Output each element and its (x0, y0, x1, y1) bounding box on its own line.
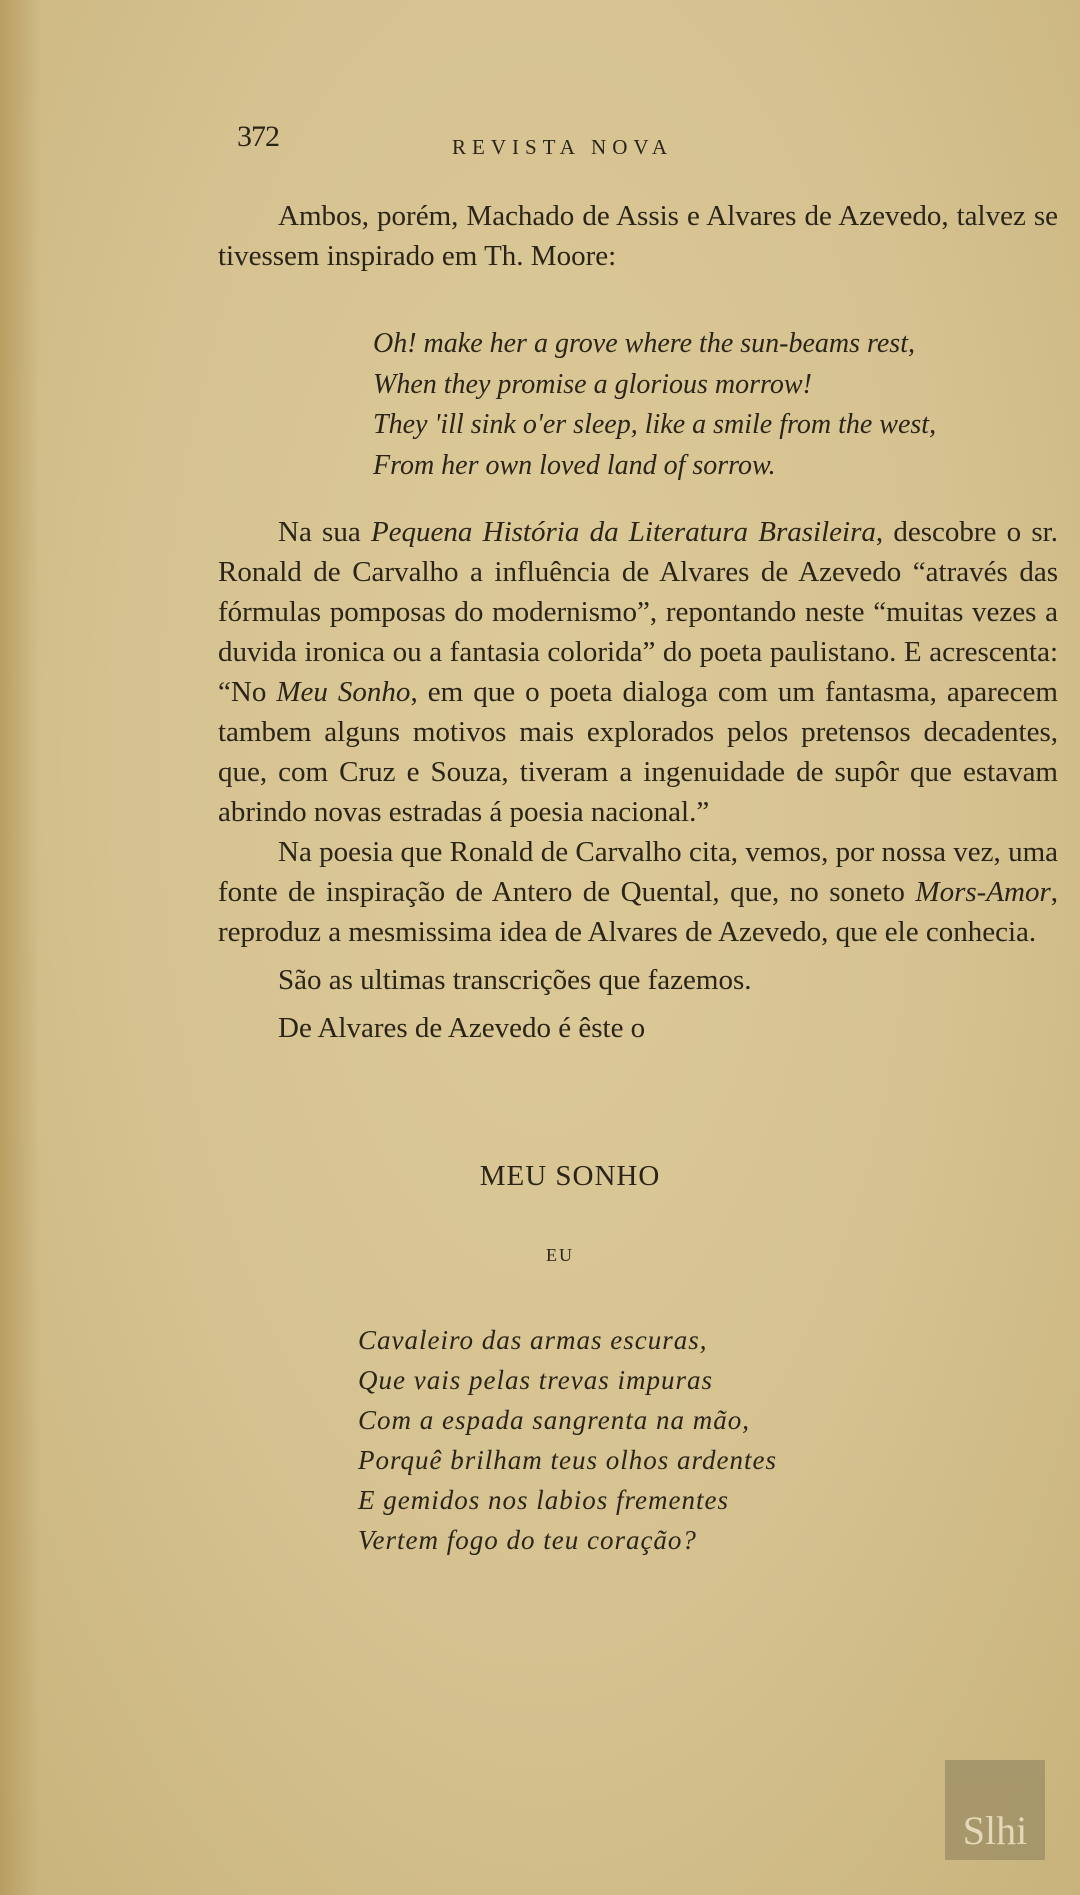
intro-paragraph (218, 196, 1058, 276)
running-title: REVISTA NOVA (451, 135, 674, 159)
paragraph-intro-poem: De Alvares de Azevedo é êste o (278, 1012, 646, 1044)
text-run: , em que o poeta dialoga com um fantasma, aparecem tambem alguns motivos mais explorados pelos pretensos decadentes, que, com Cruz e Souza, tiveram a ingenuidade de supôr que estavam abrindo novas estradas á poesia nacional.” (218, 676, 1058, 828)
page-number: 372 (237, 120, 279, 153)
body-paragraphs (218, 512, 1058, 1048)
poem-line: Que vais pelas trevas impuras (358, 1365, 713, 1395)
page-edge-shadow (0, 0, 40, 1895)
poem-line: Porquê brilham teus olhos ardentes (358, 1445, 777, 1475)
moore-quote (373, 324, 1063, 486)
quote-line: They 'ill sink o'er sleep, like a smile from the west, (373, 409, 937, 440)
sonnet-title: Mors-Amor (915, 876, 1051, 908)
poem-title: MEU SONHO (479, 1160, 661, 1192)
paragraph-carvalho-citation (218, 512, 1058, 832)
paragraph-last-transcriptions: São as ultimas transcrições que fazemos. (278, 964, 752, 996)
poem-line: Com a espada sangrenta na mão, (358, 1405, 750, 1435)
poem-line: E gemidos nos labios frementes (358, 1485, 729, 1515)
text-run: Na poesia que Ronald de Carvalho cita, vemos, por nossa vez, uma fonte de inspiração de Antero de Quental, que, no soneto (218, 836, 1058, 908)
poem-line: Vertem fogo do teu coração? (358, 1525, 697, 1555)
poem-title-reference: Meu Sonho (276, 676, 411, 708)
intro-text: Ambos, porém, Machado de Assis e Alvares de Azevedo, talvez se tivessem inspirado em Th. Moore: (218, 200, 1058, 272)
quote-line: Oh! make her a grove where the sun-beams rest, (373, 328, 915, 359)
book-title: Pequena História da Literatura Brasileira (370, 516, 876, 548)
watermark-text: Slhi (962, 1808, 1028, 1853)
text-run: , reproduz a mesmissima idea de Alvares de Azevedo, que ele conhecia. (218, 876, 1058, 948)
paragraph-antero (218, 832, 1058, 952)
text-run: Na sua (278, 516, 371, 548)
poem-speaker: EU (546, 1245, 574, 1265)
poem-stanza (358, 1320, 958, 1560)
text-run: , descobre o sr. Ronald de Carvalho a influência de Alvares de Azevedo “através das fórmulas pomposas do modernismo”, repontando neste “muitas vezes a duvida ironica ou a fantasia colorida” do poeta paulistano. E acrescenta: “No (218, 516, 1058, 708)
poem-line: Cavaleiro das armas escuras, (358, 1325, 708, 1355)
quote-line: When they promise a glorious morrow! (373, 368, 812, 400)
library-watermark-logo (945, 1760, 1045, 1860)
quote-line: From her own loved land of sorrow. (373, 449, 776, 481)
